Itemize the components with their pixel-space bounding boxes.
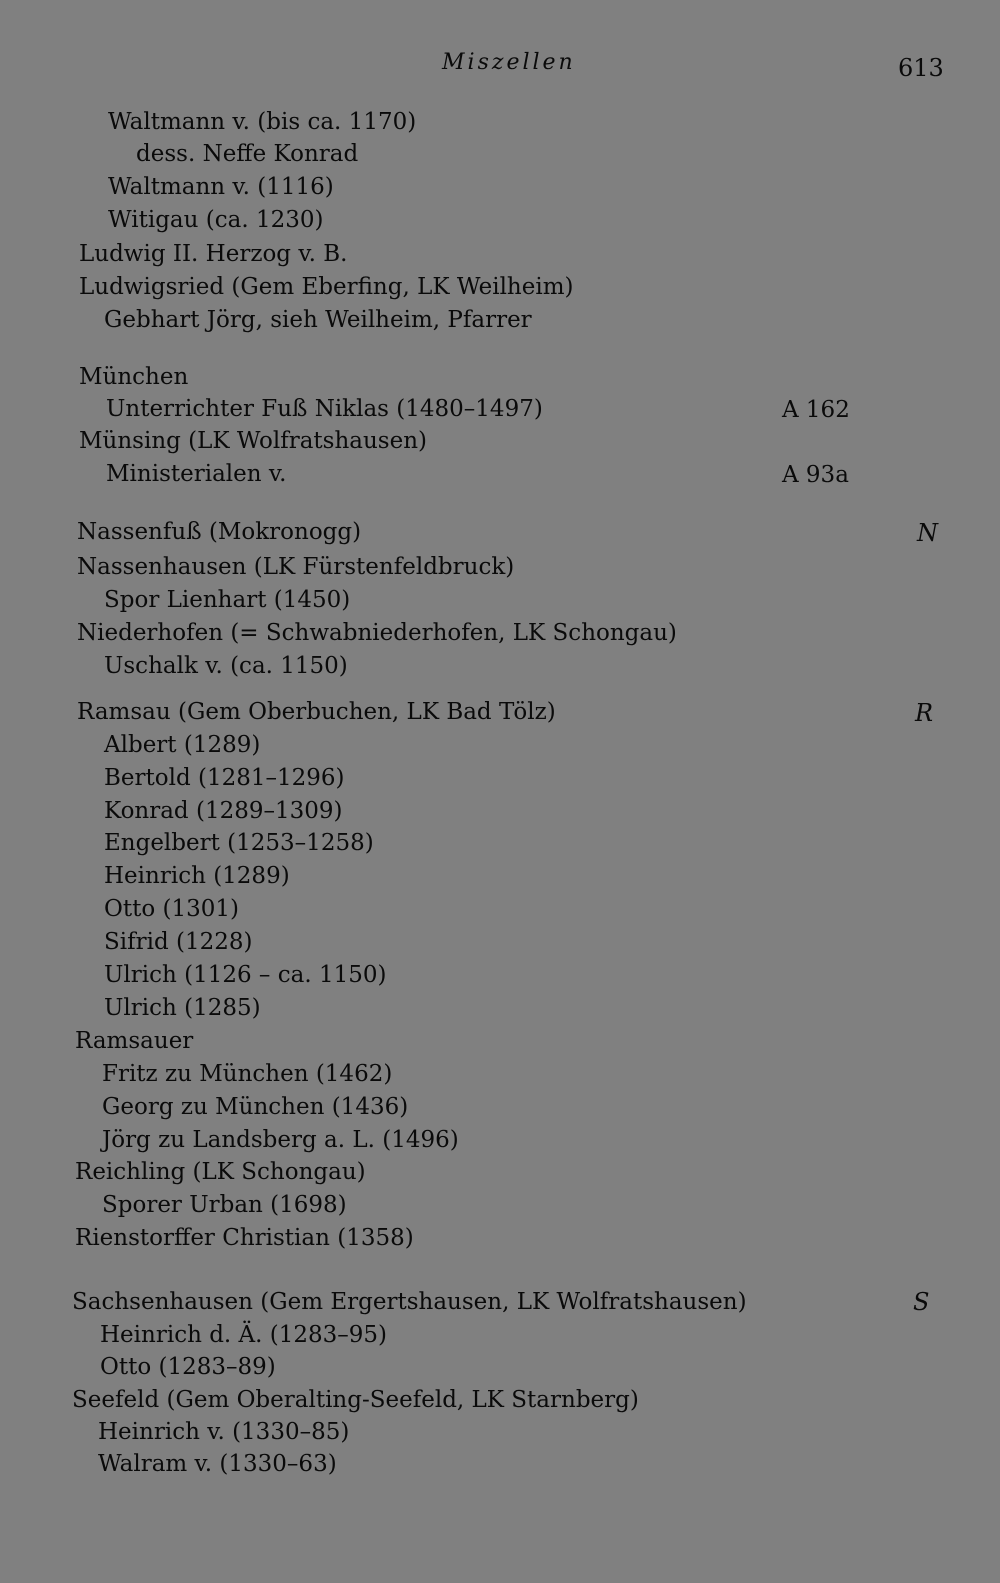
index-entry: Uschalk v. (ca. 1150)	[104, 653, 348, 679]
index-entry: Gebhart Jörg, sieh Weilheim, Pfarrer	[104, 307, 532, 333]
index-entry: Ulrich (1126 – ca. 1150)	[104, 962, 387, 988]
index-entry: Waltmann v. (1116)	[108, 174, 334, 200]
index-entry: Spor Lienhart (1450)	[104, 587, 351, 613]
index-entry: Sporer Urban (1698)	[102, 1192, 347, 1218]
section-letter: R	[915, 699, 934, 727]
index-entry: Heinrich v. (1330–85)	[98, 1419, 350, 1445]
index-entry: Ministerialen v.	[106, 461, 287, 487]
index-entry: Unterrichter Fuß Niklas (1480–1497)	[106, 396, 543, 422]
index-entry: Albert (1289)	[104, 732, 261, 758]
index-heading: Nassenhausen (LK Fürstenfeldbruck)	[77, 554, 515, 580]
index-entry: Walram v. (1330–63)	[98, 1451, 337, 1477]
index-heading: Niederhofen (= Schwabniederhofen, LK Schongau)	[77, 620, 677, 646]
index-heading: Münsing (LK Wolfratshausen)	[79, 428, 428, 454]
index-entry: Georg zu München (1436)	[102, 1094, 409, 1120]
index-heading: Reichling (LK Schongau)	[75, 1159, 366, 1185]
section-letter: N	[917, 519, 938, 547]
index-entry: Konrad (1289–1309)	[104, 798, 343, 824]
index-entry: Waltmann v. (bis ca. 1170)	[108, 109, 417, 135]
reference-code: A 162	[782, 397, 850, 423]
index-entry: Otto (1283–89)	[100, 1354, 276, 1380]
index-heading: Seefeld (Gem Oberalting-Seefeld, LK Starnberg)	[72, 1387, 639, 1413]
index-heading: Ramsauer	[75, 1028, 194, 1054]
index-entry: Heinrich (1289)	[104, 863, 290, 889]
page-number: 613	[898, 54, 944, 82]
reference-code: A 93a	[782, 462, 849, 488]
index-entry: Ulrich (1285)	[104, 995, 261, 1021]
index-entry: Sifrid (1228)	[104, 929, 253, 955]
index-entry: Heinrich d. Ä. (1283–95)	[100, 1322, 388, 1348]
index-entry: Fritz zu München (1462)	[102, 1061, 393, 1087]
index-heading: Rienstorffer Christian (1358)	[75, 1225, 414, 1251]
index-heading: Nassenfuß (Mokronogg)	[77, 519, 362, 545]
index-heading: Ludwig II. Herzog v. B.	[79, 241, 348, 267]
index-heading: Sachsenhausen (Gem Ergertshausen, LK Wolfratshausen)	[72, 1289, 747, 1315]
index-heading: Ramsau (Gem Oberbuchen, LK Bad Tölz)	[77, 699, 556, 725]
section-letter: S	[913, 1288, 930, 1316]
index-entry: Bertold (1281–1296)	[104, 765, 345, 791]
running-title: Miszellen	[442, 50, 576, 75]
index-heading: Ludwigsried (Gem Eberfing, LK Weilheim)	[79, 274, 574, 300]
index-entry: dess. Neffe Konrad	[136, 141, 359, 167]
index-entry: Otto (1301)	[104, 896, 239, 922]
index-entry: Engelbert (1253–1258)	[104, 830, 374, 856]
index-entry: Jörg zu Landsberg a. L. (1496)	[102, 1127, 459, 1153]
index-entry: Witigau (ca. 1230)	[108, 207, 324, 233]
index-heading: München	[79, 364, 189, 390]
